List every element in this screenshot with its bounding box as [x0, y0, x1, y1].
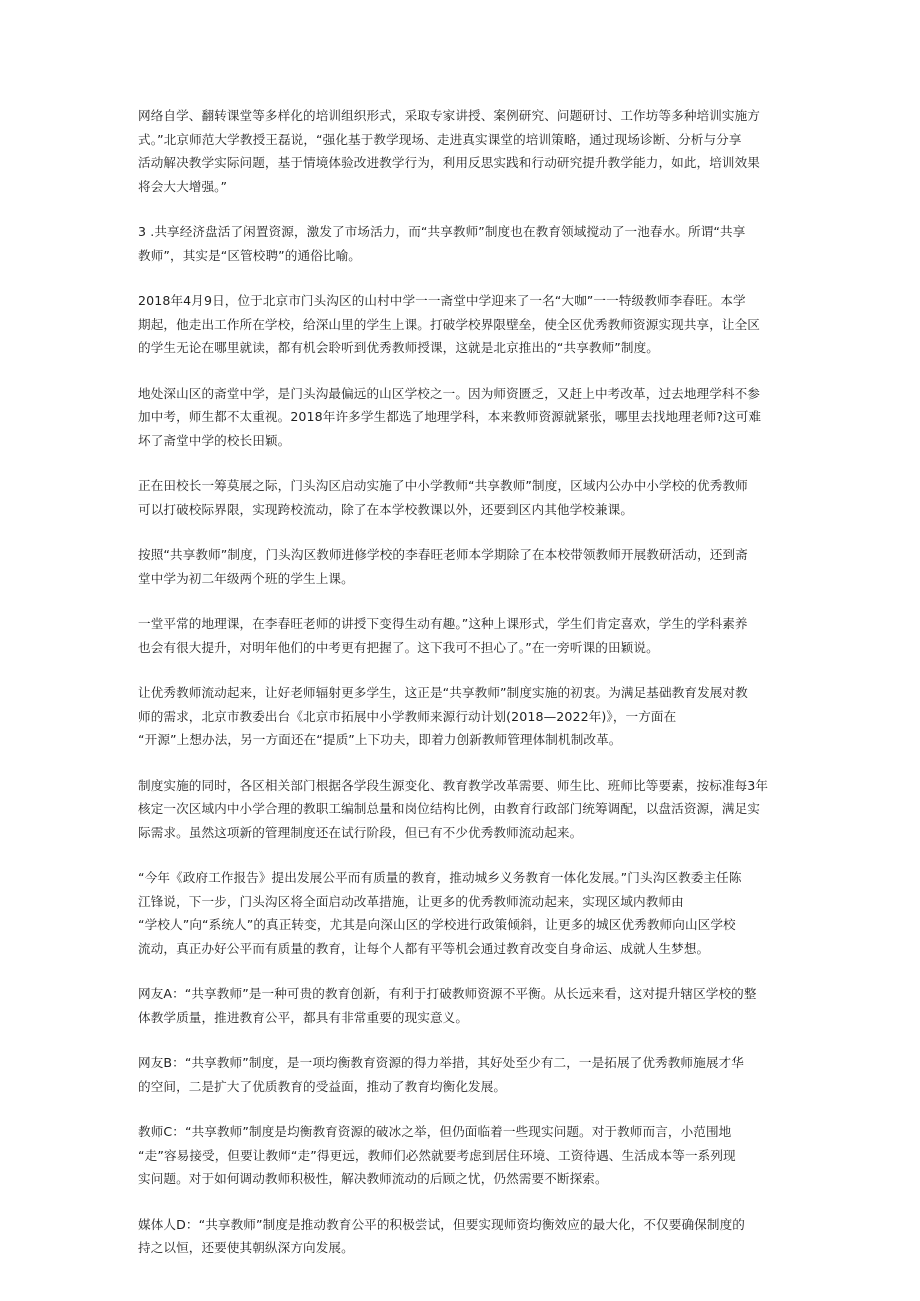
text-line: “开源”上想办法，另一方面还在“提质”上下功夫，即着力创新教师管理体制机制改革。	[138, 732, 622, 747]
paragraph-implementation	[138, 774, 786, 845]
paragraph-sharing-economy	[138, 220, 786, 267]
text-line: 师的需求，北京市教委出台《北京市拓展中小学教师来源行动计划(2018—2022年)》，一方面在	[138, 708, 677, 724]
text-line: 让优秀教师流动起来，让好老师辐射更多学生，这正是“共享教师”制度实施的初衷。为满足基础教育发展对教	[138, 685, 748, 700]
paragraph-government-report	[138, 866, 786, 960]
text-line: 正在田校长一筹莫展之际，门头沟区启动实施了中小学教师“共享教师”制度，区域内公办中小学校的优秀教师	[138, 478, 748, 493]
text-line: 网络自学、翻转课堂等多样化的培训组织形式，采取专家讲授、案例研究、问题研讨、工作坊等多种培训实施方	[138, 108, 760, 123]
text-line: 2018年4月9日，位于北京市门头沟区的山村中学一一斋堂中学迎来了一名“大咖”一一特级教师李春旺。本学	[138, 293, 746, 308]
paragraph-original-intent	[138, 681, 786, 752]
text-line: 也会有很大提升，对明年他们的中考更有把握了。这下我可不担心了。”在一旁听课的田颖说。	[138, 639, 659, 655]
text-line: 一堂平常的地理课，在李春旺老师的讲授下变得生动有趣。”这种上课形式，学生们肯定喜欢，学生的学科素养	[138, 616, 748, 631]
text-line: 按照“共享教师”制度，门头沟区教师进修学校的李春旺老师本学期除了在本校带领教师开展教研活动，还到斋	[138, 547, 748, 562]
text-line: 加中考，师生都不太重视。2018年许多学生都选了地理学科，本来教师资源就紧张，哪里去找地理老师?这可难	[138, 409, 762, 424]
paragraph-teacher-li	[138, 543, 786, 590]
text-line: 式。”北京师范大学教授王磊说，“强化基于教学现场、走进真实课堂的培训策略，通过现场诊断、分析与分享	[138, 131, 742, 147]
text-line: 活动解决教学实际问题，基于情境体验改进教学行为，利用反思实践和行动研究提升教学能力，如此，培训效果	[138, 155, 760, 170]
text-line: 期起，他走出工作所在学校，给深山里的学生上课。打破学校界限壁垒，使全区优秀教师资源实现共享，让全区	[138, 316, 760, 332]
paragraph-netizen-a	[138, 982, 786, 1029]
text-line: 持之以恒，还要使其朝纵深方向发展。	[138, 1240, 354, 1255]
paragraph-zhaitang-school	[138, 382, 786, 453]
text-line: 媒体人D：“共享教师”制度是推动教育公平的积极尝试，但要实现师资均衡效应的最大化，不仅要确保制度的	[138, 1216, 745, 1232]
text-line: 网友A：“共享教师”是一种可贵的教育创新，有利于打破教师资源不平衡。从长远来看，这对提升辖区学校的整	[138, 986, 757, 1001]
text-line: 体教学质量，推进教育公平，都具有非常重要的现实意义。	[138, 1009, 469, 1025]
text-line: 堂中学为初二年级两个班的学生上课。	[138, 570, 354, 586]
text-line: “走”容易接受，但要让教师“走”得更远，教师们必然就要考虑到居住环境、工资待遇、生活成本等一系列现	[138, 1147, 736, 1163]
text-line: 地处深山区的斋堂中学，是门头沟最偏远的山区学校之一。因为师资匮乏，又赶上中考改革，过去地理学科不参	[138, 385, 760, 401]
paragraph-teacher-c	[138, 1120, 786, 1191]
paragraph-training-forms	[138, 104, 786, 198]
paragraph-netizen-b	[138, 1051, 786, 1098]
text-line: 3 .共享经济盘活了闲置资源，激发了市场活力，而“共享教师”制度也在教育领域搅动了一池春水。所谓“共享	[138, 224, 746, 239]
paragraph-april-2018	[138, 289, 786, 360]
text-line: 的空间，二是扩大了优质教育的受益面，推动了教育均衡化发展。	[138, 1078, 507, 1094]
text-line: 网友B：“共享教师”制度，是一项均衡教育资源的得力举措，其好处至少有二，一是拓展了优秀教师施展才华	[138, 1055, 744, 1070]
text-line: 际需求。虽然这项新的管理制度还在试行阶段，但已有不少优秀教师流动起来。	[138, 824, 583, 840]
text-line: 教师”，其实是“区管校聘”的通俗比喻。	[138, 247, 361, 263]
text-line: 教师C：“共享教师”制度是均衡教育资源的破冰之举，但仍面临着一些现实问题。对于教师而言，小范围地	[138, 1124, 732, 1139]
text-line: 的学生无论在哪里就读，都有机会聆听到优秀教师授课，这就是北京推出的“共享教师”制度。	[138, 340, 659, 355]
text-line: 江锋说，下一步，门头沟区将全面启动改革措施，让更多的优秀教师流动起来，实现区域内教师由	[138, 893, 684, 909]
document-page	[138, 104, 786, 1282]
text-line: 流动，真正办好公平而有质量的教育，让每个人都有平等机会通过教育改变自身命运、成就人生梦想。	[138, 940, 710, 956]
text-line: 可以打破校际界限，实现跨校流动，除了在本学校教课以外，还要到区内其他学校兼课。	[138, 501, 634, 517]
text-line: 核定一次区域内中小学合理的教职工编制总量和岗位结构比例，由教育行政部门统筹调配，以盘活资源，满足实	[138, 801, 760, 816]
paragraph-media-d	[138, 1213, 786, 1260]
text-line: 制度实施的同时，各区相关部门根据各学段生源变化、教育教学改革需要、师生比、班师比等要素，按标准每3年	[138, 777, 769, 793]
paragraph-geography-class	[138, 612, 786, 659]
text-line: 实问题。对于如何调动教师积极性，解决教师流动的后顾之忧，仍然需要不断探索。	[138, 1171, 608, 1186]
text-line: 将会大大增强。”	[138, 178, 228, 194]
paragraph-district-launch	[138, 474, 786, 521]
text-line: 坏了斋堂中学的校长田颖。	[138, 432, 291, 448]
text-line: “今年《政府工作报告》提出发展公平而有质量的教育，推动城乡义务教育一体化发展。”门头沟区教委主任陈	[138, 870, 742, 885]
text-line: “学校人”向“系统人”的真正转变，尤其是向深山区的学校进行政策倾斜，让更多的城区优秀教师向山区学校	[138, 917, 736, 932]
